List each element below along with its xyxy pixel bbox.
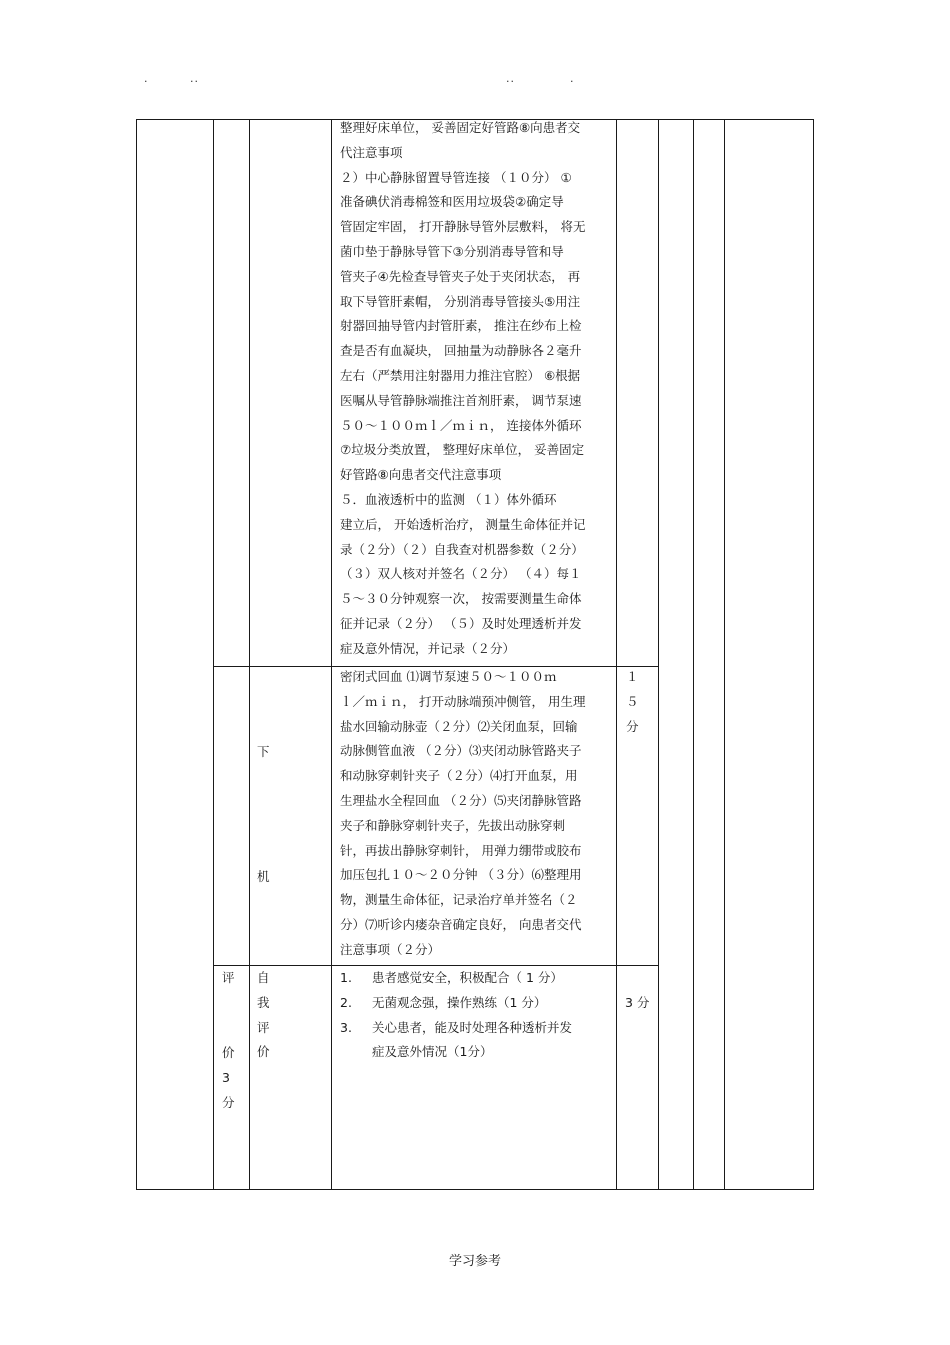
row1-line: 好管路⑧向患者交代注意事项 xyxy=(340,467,502,483)
row2-line: 夹子和静脉穿刺针夹子，先拔出动脉穿刺 xyxy=(340,817,566,833)
list-item xyxy=(340,966,612,991)
header-mark: .. xyxy=(506,72,515,85)
row1-line: 录（２分）（２）自我查对机器参数（２分） xyxy=(340,541,584,557)
row1-line: ５．血液透析中的监测 （１）体外循环 xyxy=(340,491,557,507)
row3-list xyxy=(340,966,612,1065)
row3-category-char: 3 xyxy=(222,1070,230,1085)
row1-line: （３）双人核对并签名（２分） （４）每１ xyxy=(340,566,582,582)
row1-line: 管夹子④先检查导管夹子处于夹闭状态， 再 xyxy=(340,268,581,284)
header-mark: . xyxy=(144,72,149,85)
row3-score: 3 分 xyxy=(625,995,650,1010)
row3-category-char: 评 xyxy=(222,970,235,985)
row2-line: 盐水回输动脉壶（２分）⑵关闭血泵，回输 xyxy=(340,718,578,734)
score-char: 分 xyxy=(626,718,639,734)
score-char: ５ xyxy=(626,693,639,709)
row1-line: 代注意事项 xyxy=(340,144,403,160)
row1-line: ２）中心静脉留置导管连接 （１０分） ① xyxy=(340,169,572,185)
row2-line: 注意事项（２分） xyxy=(340,941,441,957)
row2-line: 加压包扎１０～２０分钟 （３分）⑹整理用 xyxy=(340,867,582,883)
row1-line: 征并记录（２分） （５）及时处理透析并发 xyxy=(340,615,582,631)
list-item xyxy=(340,991,612,1016)
list-item-number: 1. xyxy=(340,970,352,985)
subcategory-char: 我 xyxy=(257,994,270,1010)
header-mark: .. xyxy=(190,72,199,85)
page-footer: 学习参考 xyxy=(448,1254,501,1269)
row2-line: 生理盐水全程回血 （２分）⑸夹闭静脉管路 xyxy=(340,792,582,808)
list-item-continuation: 症及意外情况（1分） xyxy=(372,1044,493,1060)
row3-category-char: 价 xyxy=(222,1045,235,1060)
row1-line: 症及意外情况，并记录（２分） xyxy=(340,640,516,656)
row1-line: ５０～１００ｍｌ／ｍｉｎ， 连接体外循环 xyxy=(340,417,582,433)
row1-line: 取下导管肝素帽， 分别消毒导管接头⑤用注 xyxy=(340,293,581,309)
row2-category-char: 下 xyxy=(257,744,270,759)
header-mark: . xyxy=(570,72,575,85)
row2-score xyxy=(626,665,646,739)
list-item-number: 2. xyxy=(340,994,352,1010)
row1-line: ⑦垃圾分类放置， 整理好床单位， 妥善固定 xyxy=(340,442,585,458)
row1-line: 左右（严禁用注射器用力推注官腔） ⑥根据 xyxy=(340,367,581,383)
row2-content xyxy=(340,665,612,963)
row1-line: 管固定牢固， 打开静脉导管外层敷料， 将无 xyxy=(340,219,586,235)
row2-line: 动脉侧管血液 （２分）⑶夹闭动脉管路夹子 xyxy=(340,743,582,759)
row2-line: 物，测量生命体征，记录治疗单并签名（２ xyxy=(340,892,578,908)
subcategory-char: 价 xyxy=(257,1044,270,1060)
row1-line: 查是否有血凝块， 回抽量为动静脉各２毫升 xyxy=(340,343,582,359)
row1-line: 建立后， 开始透析治疗， 测量生命体征并记 xyxy=(340,516,586,532)
row2-line: ｌ／ｍｉｎ， 打开动脉端预冲侧管， 用生理 xyxy=(340,693,586,709)
row3-category-char: 分 xyxy=(222,1095,235,1110)
subcategory-char: 评 xyxy=(257,1019,270,1035)
subcategory-char: 自 xyxy=(257,970,270,985)
row1-line: 射器回抽导管内封管肝素， 推注在纱布上检 xyxy=(340,318,582,334)
row3-subcategory xyxy=(257,966,277,1065)
row2-line: 和动脉穿刺针夹子（２分）⑷打开血泵，用 xyxy=(340,768,578,784)
row2-category-char: 机 xyxy=(257,869,270,884)
row2-line: 分）⑺听诊内瘘杂音确定良好， 向患者交代 xyxy=(340,916,582,932)
score-char: １ xyxy=(626,669,639,684)
list-item xyxy=(340,1016,612,1041)
list-item-number: 3. xyxy=(340,1019,352,1035)
list-item-text: 关心患者，能及时处理各种透析并发 xyxy=(372,1019,573,1035)
row1-line: 准备碘伏消毒棉签和医用垃圾袋②确定导 xyxy=(340,194,564,210)
row1-line: 菌巾垫于静脉导管下③分别消毒导管和导 xyxy=(340,243,564,259)
list-item-text: 患者感觉安全，积极配合（ 1 分） xyxy=(372,970,563,985)
row1-line: 医嘱从导管静脉端推注首剂肝素， 调节泵速 xyxy=(340,392,582,408)
row2-line: 针，再拔出静脉穿刺针， 用弹力绷带或胶布 xyxy=(340,842,582,858)
row1-line: ５～３０分钟观察一次， 按需要测量生命体 xyxy=(340,591,582,607)
row2-line: 密闭式回血 ⑴调节泵速５０～１００ｍ xyxy=(340,669,557,684)
list-item-text: 无菌观念强，操作熟练（1 分） xyxy=(372,994,547,1010)
row1-content xyxy=(340,116,612,662)
row1-line: 整理好床单位， 妥善固定好管路⑧向患者交 xyxy=(340,120,581,135)
